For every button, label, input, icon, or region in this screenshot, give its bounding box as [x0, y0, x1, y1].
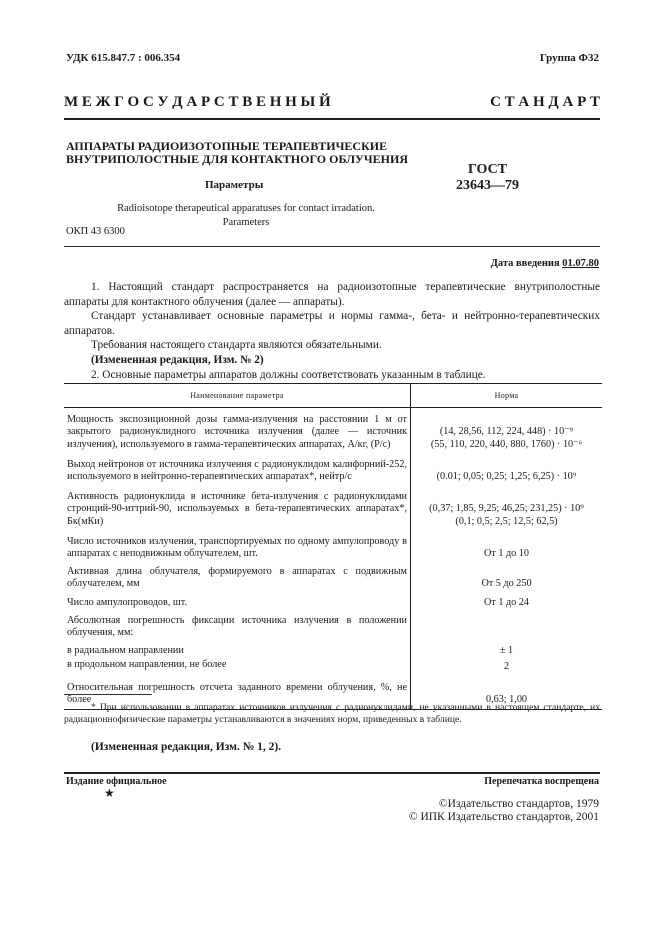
udc-code: УДК 615.847.7 : 006.354	[66, 52, 181, 64]
document-subtitle: Параметры	[205, 179, 264, 191]
column-header-parameter: Наименование параметра	[64, 384, 411, 408]
norm-value-alt: (0,1; 0,5; 2,5; 12,5; 62,5)	[455, 515, 558, 527]
param-cell: Активность радионуклида в источнике бета-излучения с радионуклидами стронций-90-иттрий-90, используемых в бета-терапевтических аппаратах*, Бк(мКи)	[64, 485, 411, 530]
norm-value-alt: (55, 110, 220, 440, 880, 1760) · 10⁻⁶	[430, 438, 583, 450]
norm-cell	[411, 659, 603, 675]
banner-word-interstate: М Е Ж Г О С У Д А Р С Т В Е Н Н Ы Й	[64, 94, 331, 110]
norm-cell	[411, 593, 603, 611]
norm-value: От 5 до 250	[481, 578, 532, 590]
norm-cell	[411, 408, 603, 453]
param-cell: в продольном направлении, не более	[64, 659, 411, 675]
gost-number: 23643—79	[456, 178, 519, 193]
table-row	[64, 593, 602, 611]
paragraph-1: 1. Настоящий стандарт распространяется на радиоизотопные терапевтические внутриполостные аппараты для контактного облучения (далее — аппараты).	[64, 281, 600, 308]
reprint-prohibited: Перепечатка воспрещена	[484, 776, 599, 787]
param-cell: Абсолютная погрешность фиксации источника излучения в положении облучения, мм:	[64, 611, 411, 641]
intro-date-value: 01.07.80	[562, 258, 599, 269]
param-cell: Активная длина облучателя, формируемого в аппаратах с подвижным облучателем, мм	[64, 562, 411, 592]
intro-date-label: Дата введения	[490, 258, 560, 269]
param-cell: Число ампулопроводов, шт.	[64, 593, 411, 611]
table-row	[64, 659, 602, 675]
paragraph-2: Стандарт устанавливает основные параметры и нормы гамма-, бета- и нейтронно-терапевтических аппаратов.	[64, 310, 600, 337]
param-cell: Число источников излучения, транспортируемых по одному ампулопроводу в аппаратах с неподвижным облучателем, шт.	[64, 530, 411, 562]
parameters-table	[64, 383, 602, 710]
gost-label: ГОСТ	[467, 162, 508, 177]
norm-value: ± 1	[499, 645, 514, 657]
norm-value: От 1 до 24	[483, 596, 529, 608]
norm-cell	[411, 641, 603, 659]
paragraph-3: Требования настоящего стандарта являются обязательными.	[91, 339, 382, 352]
norm-value: (0,37; 1,85, 9,25; 46,25; 231,25) · 10⁹	[429, 503, 584, 515]
banner-rule	[64, 118, 600, 120]
footer-rule	[64, 772, 600, 774]
table-row	[64, 562, 602, 592]
table-row	[64, 641, 602, 659]
english-title	[96, 202, 396, 230]
norm-cell	[411, 453, 603, 485]
header-divider	[64, 246, 600, 247]
norm-value: 2	[503, 661, 510, 673]
table-row	[64, 530, 602, 562]
banner-word-standard: С Т А Н Д А Р Т	[490, 94, 600, 110]
standard-banner	[64, 94, 600, 111]
norm-value: (0.01; 0,05; 0,25; 1,25; 6,25) · 10⁹	[436, 471, 577, 483]
table-row	[64, 453, 602, 485]
paragraph-4: 2. Основные параметры аппаратов должны соответствовать указанным в таблице.	[91, 368, 486, 381]
param-cell: в радиальном направлении	[64, 641, 411, 659]
norm-cell	[411, 611, 603, 641]
param-cell: Относительная погрешность отсчета заданного времени облучения, %, не более	[64, 676, 411, 710]
norm-cell	[411, 530, 603, 562]
param-cell: Мощность экспозиционной дозы гамма-излучения на расстоянии 1 м от закрытого радионуклидного источника излучения (далее — источник излучения), используемого в гамма-терапевтических аппаратах, А/кг, (Р/с)	[64, 408, 411, 453]
gost-designation	[456, 162, 519, 194]
table-row	[64, 611, 602, 641]
revision-note: (Измененная редакция, Изм. № 1, 2).	[91, 741, 282, 753]
footnote-rule	[64, 694, 152, 695]
copyright-1979: ©Издательство стандартов, 1979	[438, 798, 599, 810]
revision-note-2: (Измененная редакция, Изм. № 2)	[91, 353, 264, 366]
introduction-date	[491, 258, 599, 269]
english-title-line-2: Parameters	[222, 217, 270, 228]
param-cell: Выход нейтронов от источника излучения с радионуклидом калифорний-252, используемого в нейтронно-терапевтических аппаратах*, нейтр/с	[64, 453, 411, 485]
table-row	[64, 485, 602, 530]
norm-value: (14, 28,56, 112, 224, 448) · 10⁻⁹	[439, 426, 574, 438]
title-line-1: АППАРАТЫ РАДИОИЗОТОПНЫЕ ТЕРАПЕВТИЧЕСКИЕ	[66, 139, 388, 153]
star-icon: ★	[104, 786, 115, 800]
copyright-2001: © ИПК Издательство стандартов, 2001	[408, 811, 599, 823]
document-body	[64, 280, 600, 382]
okp-code: ОКП 43 6300	[66, 226, 125, 237]
norm-value: От 1 до 10	[483, 548, 529, 560]
table-row	[64, 408, 602, 453]
norm-value: 0,63; 1,00	[485, 693, 528, 705]
norm-cell	[411, 562, 603, 592]
norm-cell	[411, 485, 603, 530]
footnote: * При использовании в аппаратах источников излучения с радионуклидами, не указанными в настоящем стандарте, их радиационнофизические параметры устанавливаются в значениях норм, приведенных в таблице.	[64, 702, 600, 726]
official-edition: Издание официальное	[66, 776, 167, 787]
group-code: Группа Ф32	[539, 52, 599, 64]
column-header-norm: Норма	[411, 384, 603, 408]
english-title-line-1: Radioisotope therapeutical apparatuses for contact irradation.	[117, 203, 375, 214]
document-title	[66, 140, 426, 166]
title-line-2: ВНУТРИПОЛОСТНЫЕ ДЛЯ КОНТАКТНОГО ОБЛУЧЕНИЯ	[66, 152, 409, 166]
